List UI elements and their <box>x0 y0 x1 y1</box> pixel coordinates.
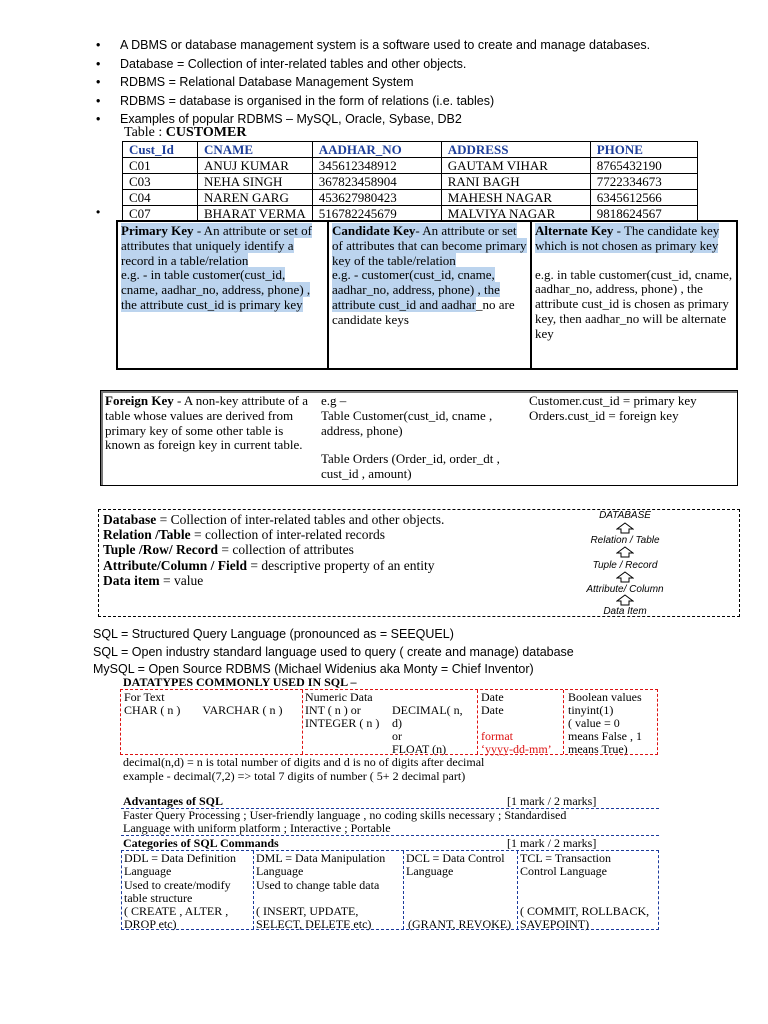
eg-customer-table: Table Customer(cust_id, cname , address, phone) <box>321 407 493 438</box>
fk-note-primary: Customer.cust_id = primary key <box>529 393 697 408</box>
float-type: FLOAT (n) <box>392 742 447 756</box>
datatype-text-types <box>124 704 299 717</box>
numeric-types <box>305 704 477 756</box>
table-title-name: CUSTOMER <box>165 125 247 140</box>
foreign-key-notes <box>529 394 729 424</box>
column-divider <box>563 690 564 754</box>
decimal-note-line: example - decimal(7,2) => total 7 digits of number ( 5+ 2 decimal part) <box>123 768 466 783</box>
bullet-text: Examples of popular RDBMS – MySQL, Oracle, Sybase, DB2 <box>120 112 462 126</box>
advantages-marks: [1 mark / 2 marks] <box>507 794 597 808</box>
varchar-type: VARCHAR ( n ) <box>202 703 283 717</box>
term-name: Tuple /Row/ Record <box>103 542 219 558</box>
table-cell: BHARAT VERMA <box>198 206 313 222</box>
keys-definition-box <box>116 220 738 370</box>
foreign-key-definition <box>105 394 315 453</box>
boolean-note: ( value = 0 <box>568 716 620 730</box>
eg-label: e.g – <box>321 393 347 408</box>
tcl-text: Control Language <box>520 864 607 879</box>
tcl-commands: SAVEPOINT) <box>520 917 590 932</box>
ddl-text: Used to create/modify <box>124 877 231 892</box>
primary-key-cell <box>118 222 329 368</box>
table-cell: 453627980423 <box>312 190 441 206</box>
bullet-text: RDBMS = database is organised in the form of relations (i.e. tables) <box>120 93 495 108</box>
ddl-title: DDL = Data Definition <box>124 851 236 865</box>
term-desc: = collection of attributes <box>218 542 354 558</box>
terminology-list <box>103 512 444 588</box>
tcl-column <box>520 852 658 932</box>
customer-table-title <box>124 125 246 141</box>
advantages-line: Language with uniform platform ; Interactive ; Portable <box>123 821 391 835</box>
primary-key-definition: - An attribute or set of attributes that uniquely identify a record in a table/relation <box>121 223 312 268</box>
foreign-key-title: Foreign Key <box>105 393 174 408</box>
column-divider <box>302 690 303 754</box>
date-format-label: format <box>481 729 513 743</box>
term-name: Attribute/Column / Field <box>103 557 247 573</box>
primary-key-title: Primary Key <box>121 223 194 238</box>
dml-column <box>256 852 401 932</box>
bullet-symbol: • <box>96 56 101 71</box>
table-row <box>123 158 698 174</box>
decimal-note-line: decimal(n,d) = n is total number of digits and d is no of digits after decimal <box>123 755 485 769</box>
term-name: Relation /Table <box>103 527 191 543</box>
candidate-key-title: Candidate Key <box>332 223 416 238</box>
foreign-key-def-text: - A non-key attribute of a table whose values are derived from primary key of some other table is known as foreign key in current table. <box>105 393 309 453</box>
table-row <box>123 190 698 206</box>
dml-text: Language <box>256 864 304 879</box>
table-cell: 516782245679 <box>312 206 441 222</box>
bullet-item <box>96 36 736 55</box>
hierarchy-level: Tuple / Record <box>592 560 658 571</box>
table-cell: C04 <box>123 190 198 206</box>
boolean-note: means True) <box>568 742 628 756</box>
term-row <box>103 542 444 557</box>
bullet-item <box>96 55 736 74</box>
term-row <box>103 512 444 527</box>
bullet-text: Database = Collection of inter-related tables and other objects. <box>120 56 467 71</box>
table-row <box>123 174 698 190</box>
up-arrow-icon <box>616 571 634 583</box>
table-cell: 345612348912 <box>312 158 441 174</box>
hierarchy-level: Relation / Table <box>590 535 660 546</box>
bullet-symbol: • <box>96 112 101 126</box>
up-arrow-icon <box>616 522 634 534</box>
ddl-commands: ( CREATE , ALTER , <box>124 904 229 919</box>
column-divider <box>253 851 254 929</box>
term-row <box>103 527 444 542</box>
dml-text: Used to change table data <box>256 877 380 892</box>
term-desc: = value <box>159 572 204 588</box>
categories-title: Categories of SQL Commands <box>123 836 279 850</box>
primary-key-example: e.g. - in table customer(cust_id, cname, aadhar_no, address, phone) , the attribute cust_id is primary key <box>121 267 311 312</box>
column-divider <box>477 690 478 754</box>
date-type: Date <box>481 703 504 717</box>
dml-title: DML = Data Manipulation <box>256 851 386 865</box>
datatype-heading: Numeric Data <box>305 690 373 704</box>
int-type: INT ( n ) or <box>305 703 361 717</box>
boolean-note: means False , 1 <box>568 729 642 743</box>
bullet-symbol: • <box>96 93 101 108</box>
sql-line: SQL = Open industry standard language used to query ( create and manage) database <box>93 644 574 659</box>
table-cell: MALVIYA NAGAR <box>441 206 590 222</box>
integer-type: INTEGER ( n ) <box>305 716 380 730</box>
ddl-column <box>124 852 252 932</box>
term-desc: = descriptive property of an entity <box>247 557 435 573</box>
date-format-value: ‘yyyy-dd-mm’ <box>481 742 552 756</box>
hierarchy-diagram <box>519 510 731 616</box>
table-cell: NEHA SINGH <box>198 174 313 190</box>
advantages-box <box>121 808 659 836</box>
column-divider <box>517 851 518 929</box>
term-desc: = Collection of inter-related tables and other objects. <box>156 512 445 527</box>
header-address: ADDRESS <box>441 142 590 158</box>
dcl-text: Language <box>406 864 454 879</box>
header-aadhar-no: AADHAR_NO <box>312 142 441 158</box>
table-cell: 9818624567 <box>590 206 697 222</box>
term-desc: = collection of inter-related records <box>190 527 386 543</box>
categories-header <box>123 836 657 851</box>
term-row <box>103 558 444 573</box>
term-name: Data item <box>103 572 160 588</box>
table-cell: 7722334673 <box>590 174 697 190</box>
bullet-symbol: • <box>96 205 101 219</box>
datatype-text-column <box>124 691 299 717</box>
foreign-key-example <box>321 394 521 482</box>
datatype-boolean-column <box>568 691 658 756</box>
advantages-header <box>123 794 657 809</box>
dml-commands: ( INSERT, UPDATE, <box>256 904 359 919</box>
table-cell: 8765432190 <box>590 158 697 174</box>
hierarchy-level: DATABASE <box>599 510 651 521</box>
candidate-key-cell <box>329 222 532 368</box>
terminology-box <box>98 509 740 617</box>
table-title-prefix: Table : <box>124 125 166 140</box>
ddl-commands: DROP etc) <box>124 917 177 932</box>
bullet-symbol: • <box>96 38 101 52</box>
customer-table <box>122 141 698 222</box>
boolean-type: tinyint(1) <box>568 703 614 717</box>
tcl-commands: ( COMMIT, ROLLBACK, <box>520 904 650 919</box>
bullet-item <box>96 73 736 92</box>
table-cell: C03 <box>123 174 198 190</box>
dcl-column <box>406 852 516 932</box>
candidate-key-definition: - An attribute or set of attributes that can become primary key of the table/relation <box>332 223 527 268</box>
bullet-symbol: • <box>96 75 101 89</box>
sql-definitions <box>93 626 574 679</box>
table-cell: 367823458904 <box>312 174 441 190</box>
advantages-line: Faster Query Processing ; User-friendly language , no coding skills necessary ; Standardised <box>123 808 567 822</box>
dml-commands: SELECT, DELETE etc) <box>256 917 372 932</box>
alternate-key-cell <box>532 222 736 368</box>
column-divider <box>403 851 404 929</box>
alternate-key-example: e.g. in table customer(cust_id, cname, aadhar_no, address, phone) , the attribute cust_id is chosen as primary key, then aadhar_no will be alternate key <box>535 266 733 341</box>
table-cell: RANI BAGH <box>441 174 590 190</box>
hierarchy-level: Attribute/ Column <box>586 584 664 595</box>
table-cell: C01 <box>123 158 198 174</box>
datatype-date-column <box>481 691 563 756</box>
datatype-heading: For Text <box>124 690 165 704</box>
bullet-text: A DBMS or database management system is a software used to create and manage databases. <box>120 38 651 52</box>
decimal-note <box>123 756 484 783</box>
tcl-title: TCL = Transaction <box>520 851 611 865</box>
table-cell: C07 <box>123 206 198 222</box>
header-cname: CNAME <box>198 142 313 158</box>
categories-box <box>121 850 659 930</box>
up-arrow-icon <box>616 594 634 606</box>
datatype-numeric-column <box>305 691 477 756</box>
alternate-key-title: Alternate Key <box>535 223 614 238</box>
hierarchy-level: Data Item <box>603 606 647 617</box>
sql-line: MySQL = Open Source RDBMS (Michael Widenius aka Monty = Chief Inventor) <box>93 662 534 676</box>
advantages-title: Advantages of SQL <box>123 794 224 808</box>
table-cell: 6345612566 <box>590 190 697 206</box>
datatypes-box <box>120 689 658 755</box>
decimal-type: DECIMAL( n, <box>392 703 463 717</box>
dcl-title: DCL = Data Control <box>406 851 505 865</box>
term-name: Database <box>103 512 157 527</box>
fk-note-foreign: Orders.cust_id = foreign key <box>529 407 679 423</box>
intro-bullet-list <box>96 36 736 129</box>
candidate-key-example-rest: _no are candidate keys <box>332 296 515 327</box>
alternate-key-definition: - The candidate key which is not chosen as primary key <box>535 223 720 253</box>
term-row <box>103 573 444 588</box>
datatypes-title: DATATYPES COMMONLY USED IN SQL – <box>123 675 357 689</box>
table-cell: GAUTAM VIHAR <box>441 158 590 174</box>
or-text: or <box>392 729 402 743</box>
ddl-text: Language <box>124 864 172 879</box>
up-arrow-icon <box>616 546 634 558</box>
char-type: CHAR ( n ) <box>124 703 181 717</box>
eg-orders-table: Table Orders (Order_id, order_dt , cust_id , amount) <box>321 451 500 482</box>
header-cust-id: Cust_Id <box>123 142 198 158</box>
candidate-key-example: e.g. - customer(cust_id, cname, aadhar_no, address, phone) , the attribute cust_id and aadhar <box>332 267 500 312</box>
foreign-key-box <box>100 390 738 486</box>
datatype-heading: Date <box>481 690 504 704</box>
table-cell: ANUJ KUMAR <box>198 158 313 174</box>
table-header-row <box>123 142 698 158</box>
bullet-item <box>96 92 736 111</box>
decimal-d: d) <box>392 716 402 730</box>
sql-line: SQL = Structured Query Language (pronounced as = SEEQUEL) <box>93 627 454 641</box>
table-cell: MAHESH NAGAR <box>441 190 590 206</box>
datatype-heading: Boolean values <box>568 690 642 704</box>
bullet-text: RDBMS = Relational Database Management System <box>120 75 414 89</box>
header-phone: PHONE <box>590 142 697 158</box>
dcl-commands: (GRANT, REVOKE) <box>408 917 512 932</box>
categories-marks: [1 mark / 2 marks] <box>507 836 597 850</box>
table-cell: NAREN GARG <box>198 190 313 206</box>
ddl-text: table structure <box>124 890 193 905</box>
